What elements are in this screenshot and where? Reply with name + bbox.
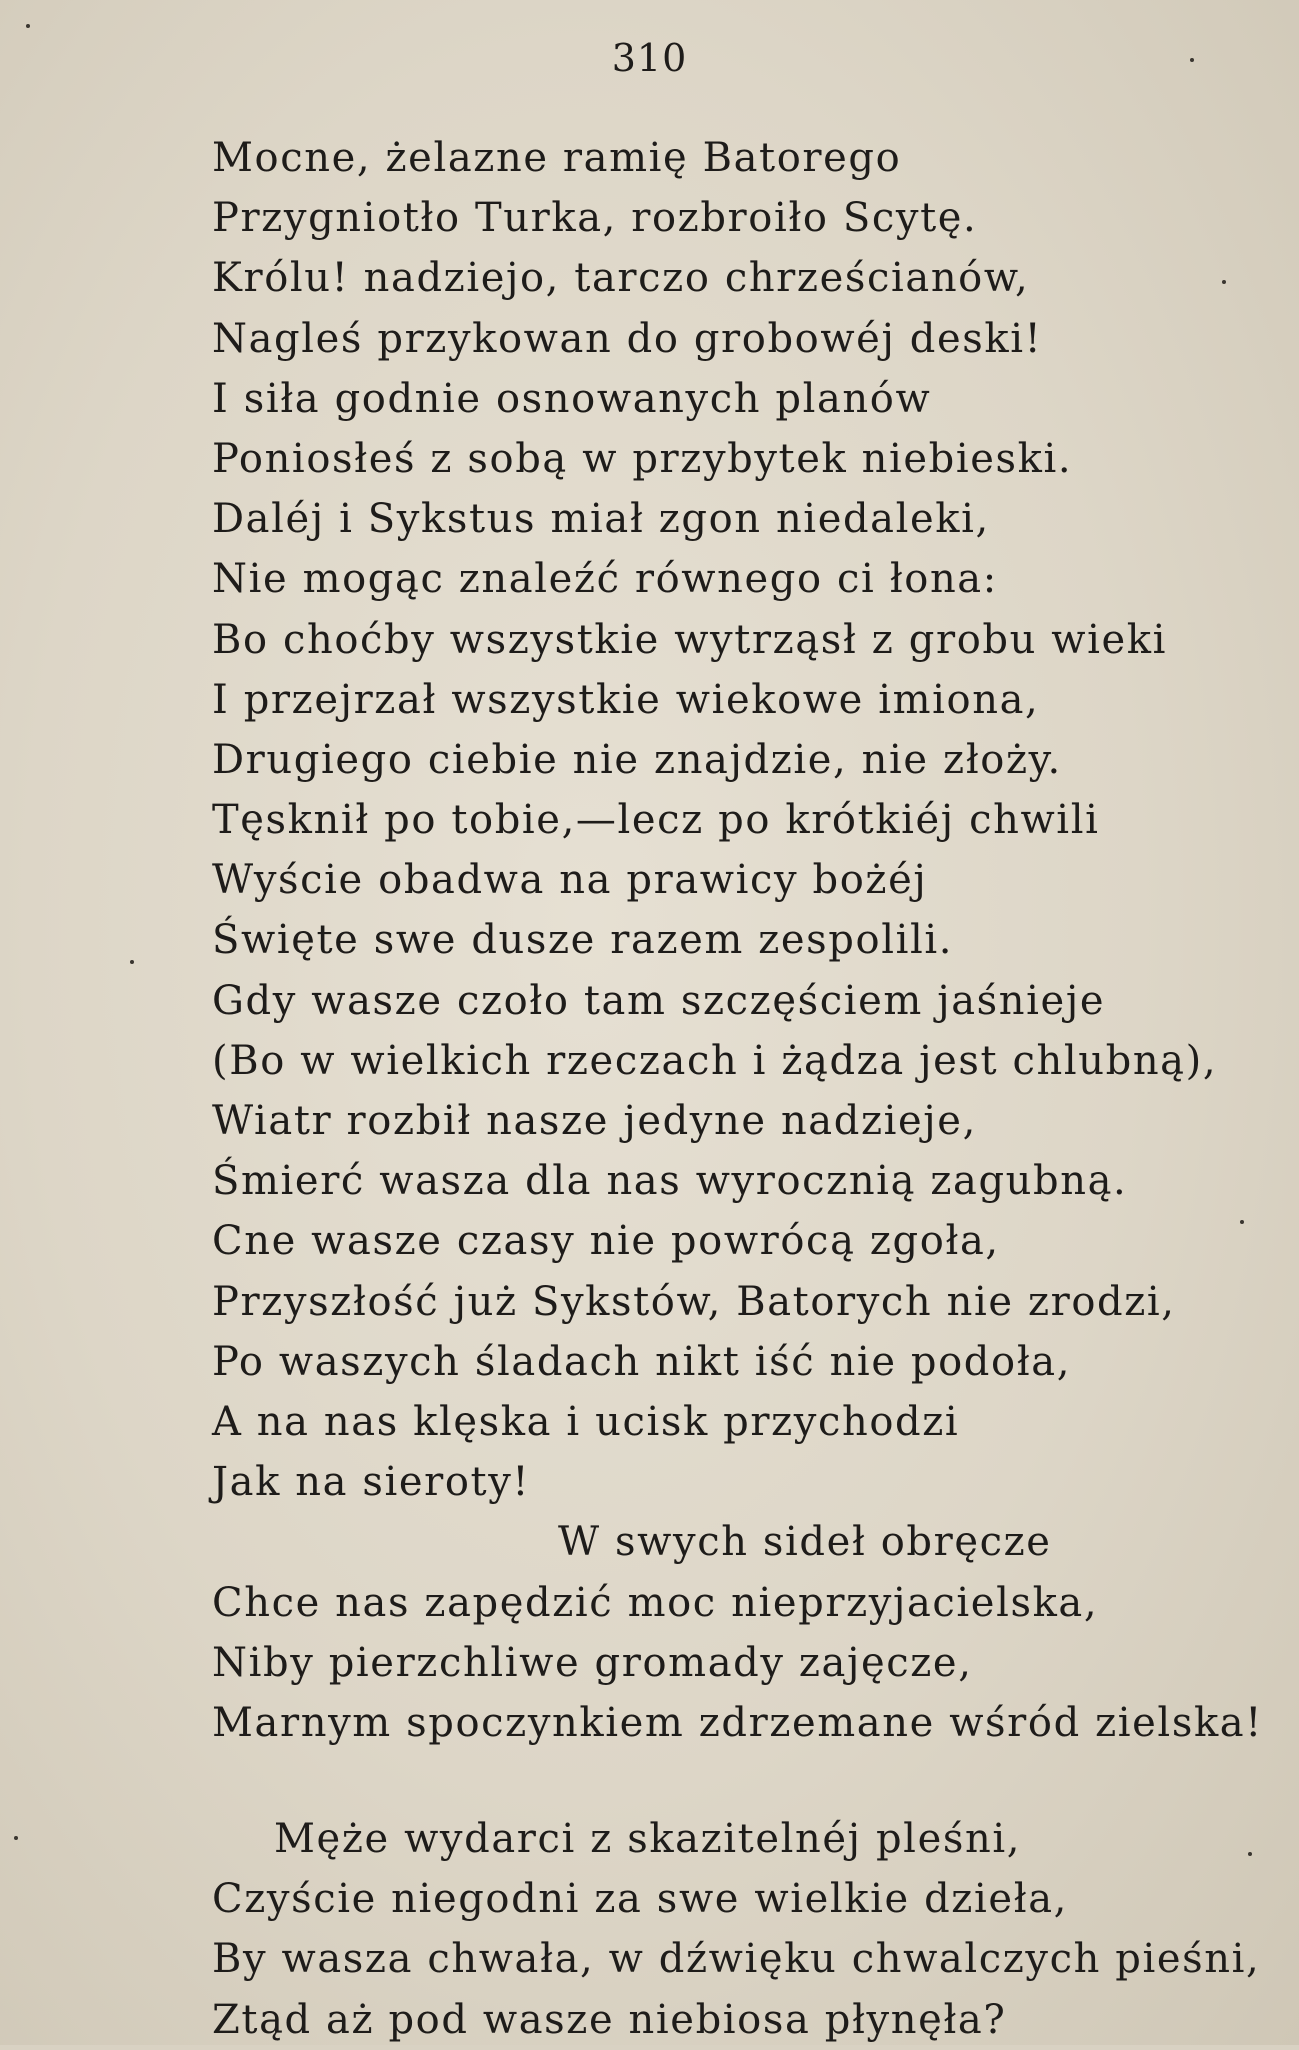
- poem-line: Chce nas zapędzić moc nieprzyjacielska,: [212, 1579, 1099, 1626]
- poem-line: Drugiego ciebie nie znajdzie, nie złoży.: [212, 736, 1062, 783]
- page-number: 310: [611, 36, 688, 80]
- poem-line: I siła godnie osnowanych planów: [212, 375, 932, 422]
- poem-line: Marnym spoczynkiem zdrzemane wśród zielska!: [212, 1699, 1263, 1746]
- poem-line: Bo choćby wszystkie wytrząsł z grobu wieki: [212, 616, 1167, 663]
- paper-speck: [1240, 1220, 1244, 1224]
- poem-line: Wiatr rozbił nasze jedyne nadzieje,: [212, 1098, 977, 1144]
- poem-line: By wasza chwała, w dźwięku chwalczych pieśni,: [212, 1936, 1261, 1983]
- poem-line-indented: W swych sideł obręcze: [558, 1519, 1052, 1566]
- poem-line: Po waszych śladach nikt iść nie podoła,: [212, 1338, 1072, 1385]
- poem-line: Święte swe dusze razem zespolili.: [212, 917, 954, 964]
- paper-speck: [1248, 1852, 1252, 1856]
- poem-line: Królu! nadziejo, tarczo chrześcianów,: [212, 255, 1030, 302]
- poem-line: Nagleś przykowan do grobowéj deski!: [212, 315, 1043, 362]
- paper-speck: [1190, 58, 1194, 62]
- paper-speck: [130, 960, 134, 964]
- poem-line: I przejrzał wszystkie wiekowe imiona,: [212, 676, 1040, 723]
- poem-line: Czyście niegodni za swe wielkie dzieła,: [212, 1876, 1068, 1923]
- poem-line: Niby pierzchliwe gromady zajęcze,: [212, 1639, 973, 1686]
- poem-line: Ztąd aż pod wasze niebiosa płynęła?: [212, 1996, 1007, 2043]
- paper-speck: [1222, 280, 1226, 284]
- stanza-break: [212, 1753, 1272, 1809]
- poem-line: Śmierć wasza dla nas wyrocznią zagubną.: [212, 1158, 1128, 1205]
- poem-line: Gdy wasze czoło tam szczęściem jaśnieje: [212, 977, 1106, 1024]
- poem-line: Przyszłość już Sykstów, Batorych nie zrodzi,: [212, 1278, 1176, 1325]
- poem-line: (Bo w wielkich rzeczach i żądza jest chlubną),: [212, 1037, 1218, 1084]
- poem-line: Mocne, żelazne ramię Batorego: [212, 135, 902, 181]
- poem-line: Daléj i Sykstus miał zgon niedaleki,: [212, 496, 990, 543]
- poem-line: Cne wasze czasy nie powrócą zgoła,: [212, 1218, 1000, 1265]
- poem-line: Poniosłeś z sobą w przybytek niebieski.: [212, 435, 1073, 482]
- poem-line: A na nas klęska i ucisk przychodzi: [212, 1398, 960, 1445]
- poem-text: [212, 128, 1272, 2050]
- poem-line: Przygniotło Turka, rozbroiło Scytę.: [212, 195, 978, 242]
- paper-speck: [14, 1836, 18, 1840]
- poem-line: Wyście obadwa na prawicy bożéj: [212, 857, 928, 904]
- poem-line: Jak na sieroty!: [212, 1459, 531, 1506]
- poem-line: Tęsknił po tobie,—lecz po krótkiéj chwili: [212, 797, 1100, 844]
- paper-speck: [26, 24, 30, 28]
- poem-line-stanza-start: Męże wydarci z skazitelnéj pleśni,: [274, 1816, 1022, 1863]
- poem-line: Nie mogąc znaleźć równego ci łona:: [212, 556, 998, 603]
